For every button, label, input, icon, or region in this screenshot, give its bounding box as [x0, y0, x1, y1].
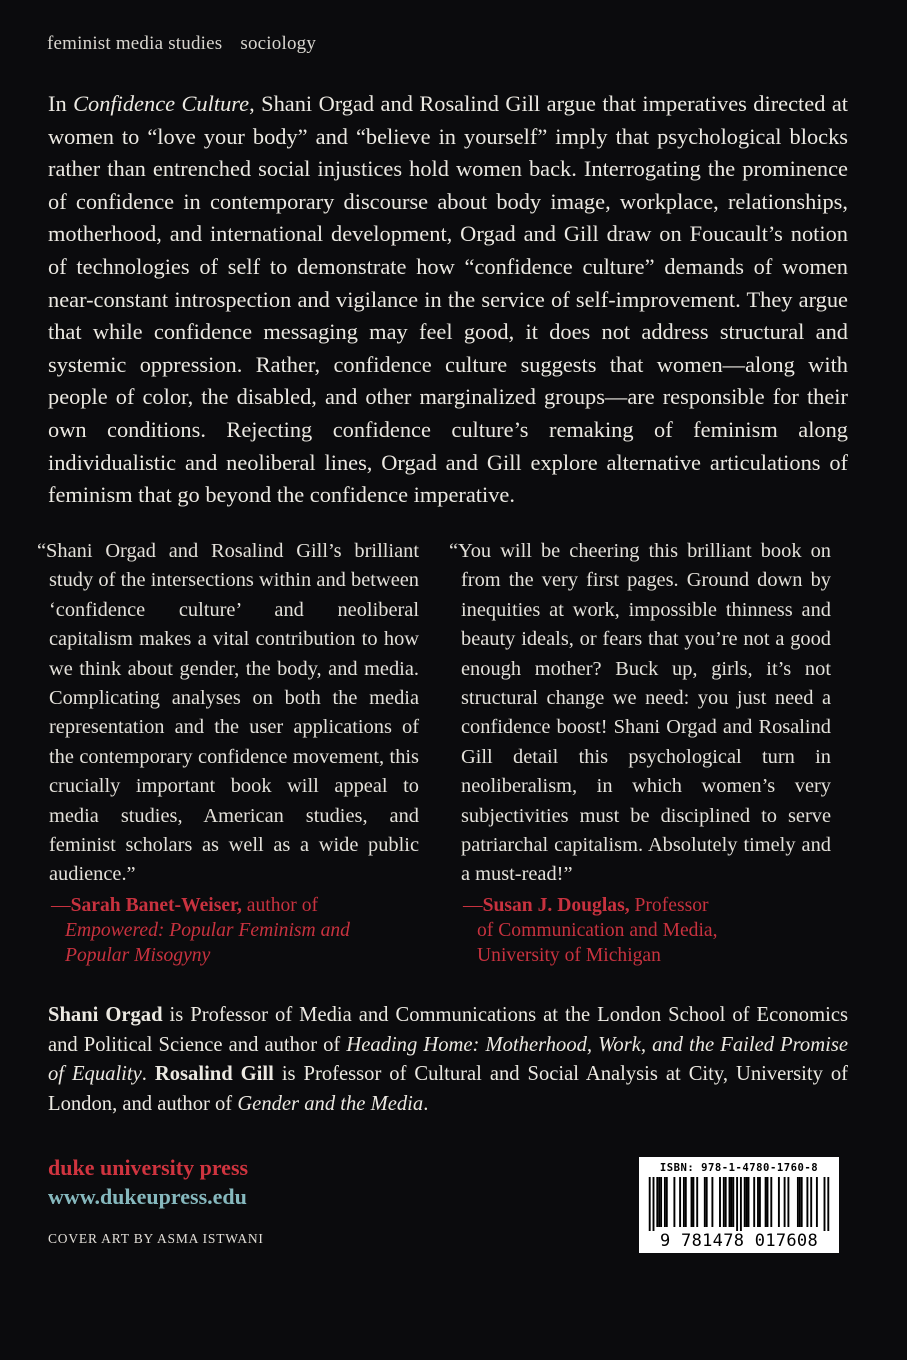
barcode-bar: [787, 1177, 789, 1227]
barcode-bar: [767, 1177, 769, 1227]
barcode-bar: [660, 1177, 662, 1227]
barcode-bar: [765, 1177, 767, 1227]
attribution-dash: —: [51, 894, 71, 916]
blurb-intro: In: [48, 91, 74, 116]
endorsement-2: [449, 537, 831, 968]
barcode-bar: [679, 1177, 681, 1227]
isbn-number: 9 781478 017608: [659, 1231, 819, 1251]
category-label: feminist media studies: [47, 33, 223, 54]
author-book: Heading Home: Motherhood, Work, and the Failed Promise of Equality: [48, 1033, 848, 1086]
barcode-bar: [801, 1177, 803, 1227]
endorsement-attribution: [449, 893, 831, 968]
barcode-bar: [797, 1177, 799, 1227]
barcode-bar: [810, 1177, 812, 1227]
book-description: [48, 88, 848, 512]
barcode-bar: [664, 1177, 666, 1227]
barcode-bar: [656, 1177, 658, 1227]
barcode-bar: [736, 1177, 738, 1231]
barcode-bar: [806, 1177, 808, 1227]
barcode-bar: [653, 1177, 655, 1231]
barcode-bar: [706, 1177, 708, 1227]
endorser-book: Popular Misogyny: [65, 944, 211, 966]
barcode-bar: [757, 1177, 759, 1227]
barcode-bar: [740, 1177, 742, 1231]
barcode-bar: [824, 1177, 826, 1231]
bio-text: .: [423, 1092, 429, 1115]
barcode-bar: [759, 1177, 761, 1227]
cover-art-credit: COVER ART BY ASMA ISTWANI: [48, 1231, 264, 1246]
barcode-bar: [729, 1177, 731, 1227]
endorsement-quote: “You will be cheering this brilliant book on from the very first pages. Ground down by inequities at work, impossible thinness and beauty ideals, or fears that you’re not a good enough mother? Buck up, girls, it’s not structural change we need: you just need a confidence boost! Shani Orgad and Rosalind Gill detail this psychological turn in neoliberalism, in which women’s very subjectivities must be disciplined to serve patriarchal capitalism. Absolutely timely and a must-read!”: [449, 540, 831, 886]
isbn-barcode: [639, 1157, 839, 1253]
barcode-bar: [784, 1177, 786, 1227]
bio-text: .: [141, 1063, 155, 1086]
subject-categories: [47, 33, 316, 55]
barcode-bar: [666, 1177, 668, 1227]
endorser-name: Sarah Banet-Weiser,: [70, 894, 242, 916]
attribution-dash: —: [463, 894, 483, 916]
barcode-bar: [748, 1177, 750, 1227]
endorser-affiliation: of Communication and Media,: [477, 919, 718, 941]
bio-text: is Professor of Media and Communications at the London School of Economics and Political Science and author of: [48, 1004, 848, 1056]
isbn-label: ISBN: 978-1-4780-1760-8: [659, 1162, 819, 1174]
barcode-bar: [799, 1177, 801, 1227]
barcode-bar: [673, 1177, 675, 1227]
endorser-book: Empowered: Popular Feminism and: [65, 919, 350, 941]
category-label: sociology: [240, 33, 317, 54]
barcode-bar: [725, 1177, 727, 1227]
barcode-bars: [646, 1177, 832, 1231]
barcode-bar: [683, 1177, 685, 1227]
author-name: Shani Orgad: [48, 1004, 163, 1026]
publisher-name: duke university press: [48, 1155, 249, 1180]
barcode-bar: [746, 1177, 748, 1227]
barcode-bar: [649, 1177, 651, 1231]
barcode-bar: [696, 1177, 698, 1227]
endorsement-attribution: [37, 893, 419, 968]
book-title: Confidence Culture: [73, 91, 250, 116]
barcode-bar: [704, 1177, 706, 1227]
publisher-block: [48, 1153, 248, 1211]
endorser-role: Professor: [629, 894, 709, 916]
barcode-bar: [753, 1177, 755, 1227]
barcode-bar: [723, 1177, 725, 1227]
author-bios: [48, 1001, 848, 1119]
author-name: Rosalind Gill: [154, 1063, 274, 1086]
barcode-bar: [770, 1177, 772, 1227]
blurb-text: , Shani Orgad and Rosalind Gill argue that imperatives directed at women to “love your body” and “believe in yourself” imply that psychological blocks rather than entrenched social injustices hold women back. Interrogating the prominence of confidence in contemporary discourse about body image, workplace, relationships, motherhood, and international development, Orgad and Gill draw on Foucault’s notion of technologies of self to demonstrate how “confidence culture” demands of women near-constant introspection and vigilance in the service of self-improvement. They argue that while confidence messaging may feel good, it does not address structural and systemic oppression. Rather, confidence culture suggests that women—along with people of color, the disabled, and other marginalized groups—are responsible for their own conditions. Rejecting confidence culture’s remaking of feminism along individualistic and neoliberal lines, Orgad and Gill explore alternative articulations of feminism that go beyond the confidence imperative.: [48, 91, 849, 508]
endorsement-quote: “Shani Orgad and Rosalind Gill’s brilliant study of the intersections within and between ‘confidence culture’ and neoliberal capitalism makes a vital contribution to how we think about gender, the body, and media. Complicating analyses on both the media representation and the user applications of the contemporary confidence movement, this crucially important book will appeal to media studies, American studies, and feminist scholars as well as a wide public audience.”: [37, 540, 419, 886]
barcode-bar: [816, 1177, 818, 1227]
endorser-role: author of: [241, 894, 319, 916]
barcode-bar: [711, 1177, 713, 1227]
bio-text: is Professor of Cultural and Social Analysis at City, University of London, and author of: [48, 1063, 848, 1115]
barcode-bar: [730, 1177, 732, 1227]
barcode-bar: [778, 1177, 780, 1227]
barcode-bar: [719, 1177, 721, 1227]
publisher-url[interactable]: www.dukeupress.edu: [48, 1184, 247, 1209]
barcode-bar: [685, 1177, 687, 1227]
barcode-bar: [827, 1177, 829, 1231]
endorsement-1: [37, 537, 419, 968]
barcode-bar: [692, 1177, 694, 1227]
endorser-name: Susan J. Douglas,: [482, 894, 630, 916]
barcode-bar: [732, 1177, 734, 1227]
endorser-affiliation: University of Michigan: [477, 944, 661, 966]
author-book: Gender and the Media: [237, 1092, 424, 1115]
barcode-bar: [691, 1177, 693, 1227]
barcode-bar: [744, 1177, 746, 1227]
barcode-bar: [658, 1177, 660, 1227]
